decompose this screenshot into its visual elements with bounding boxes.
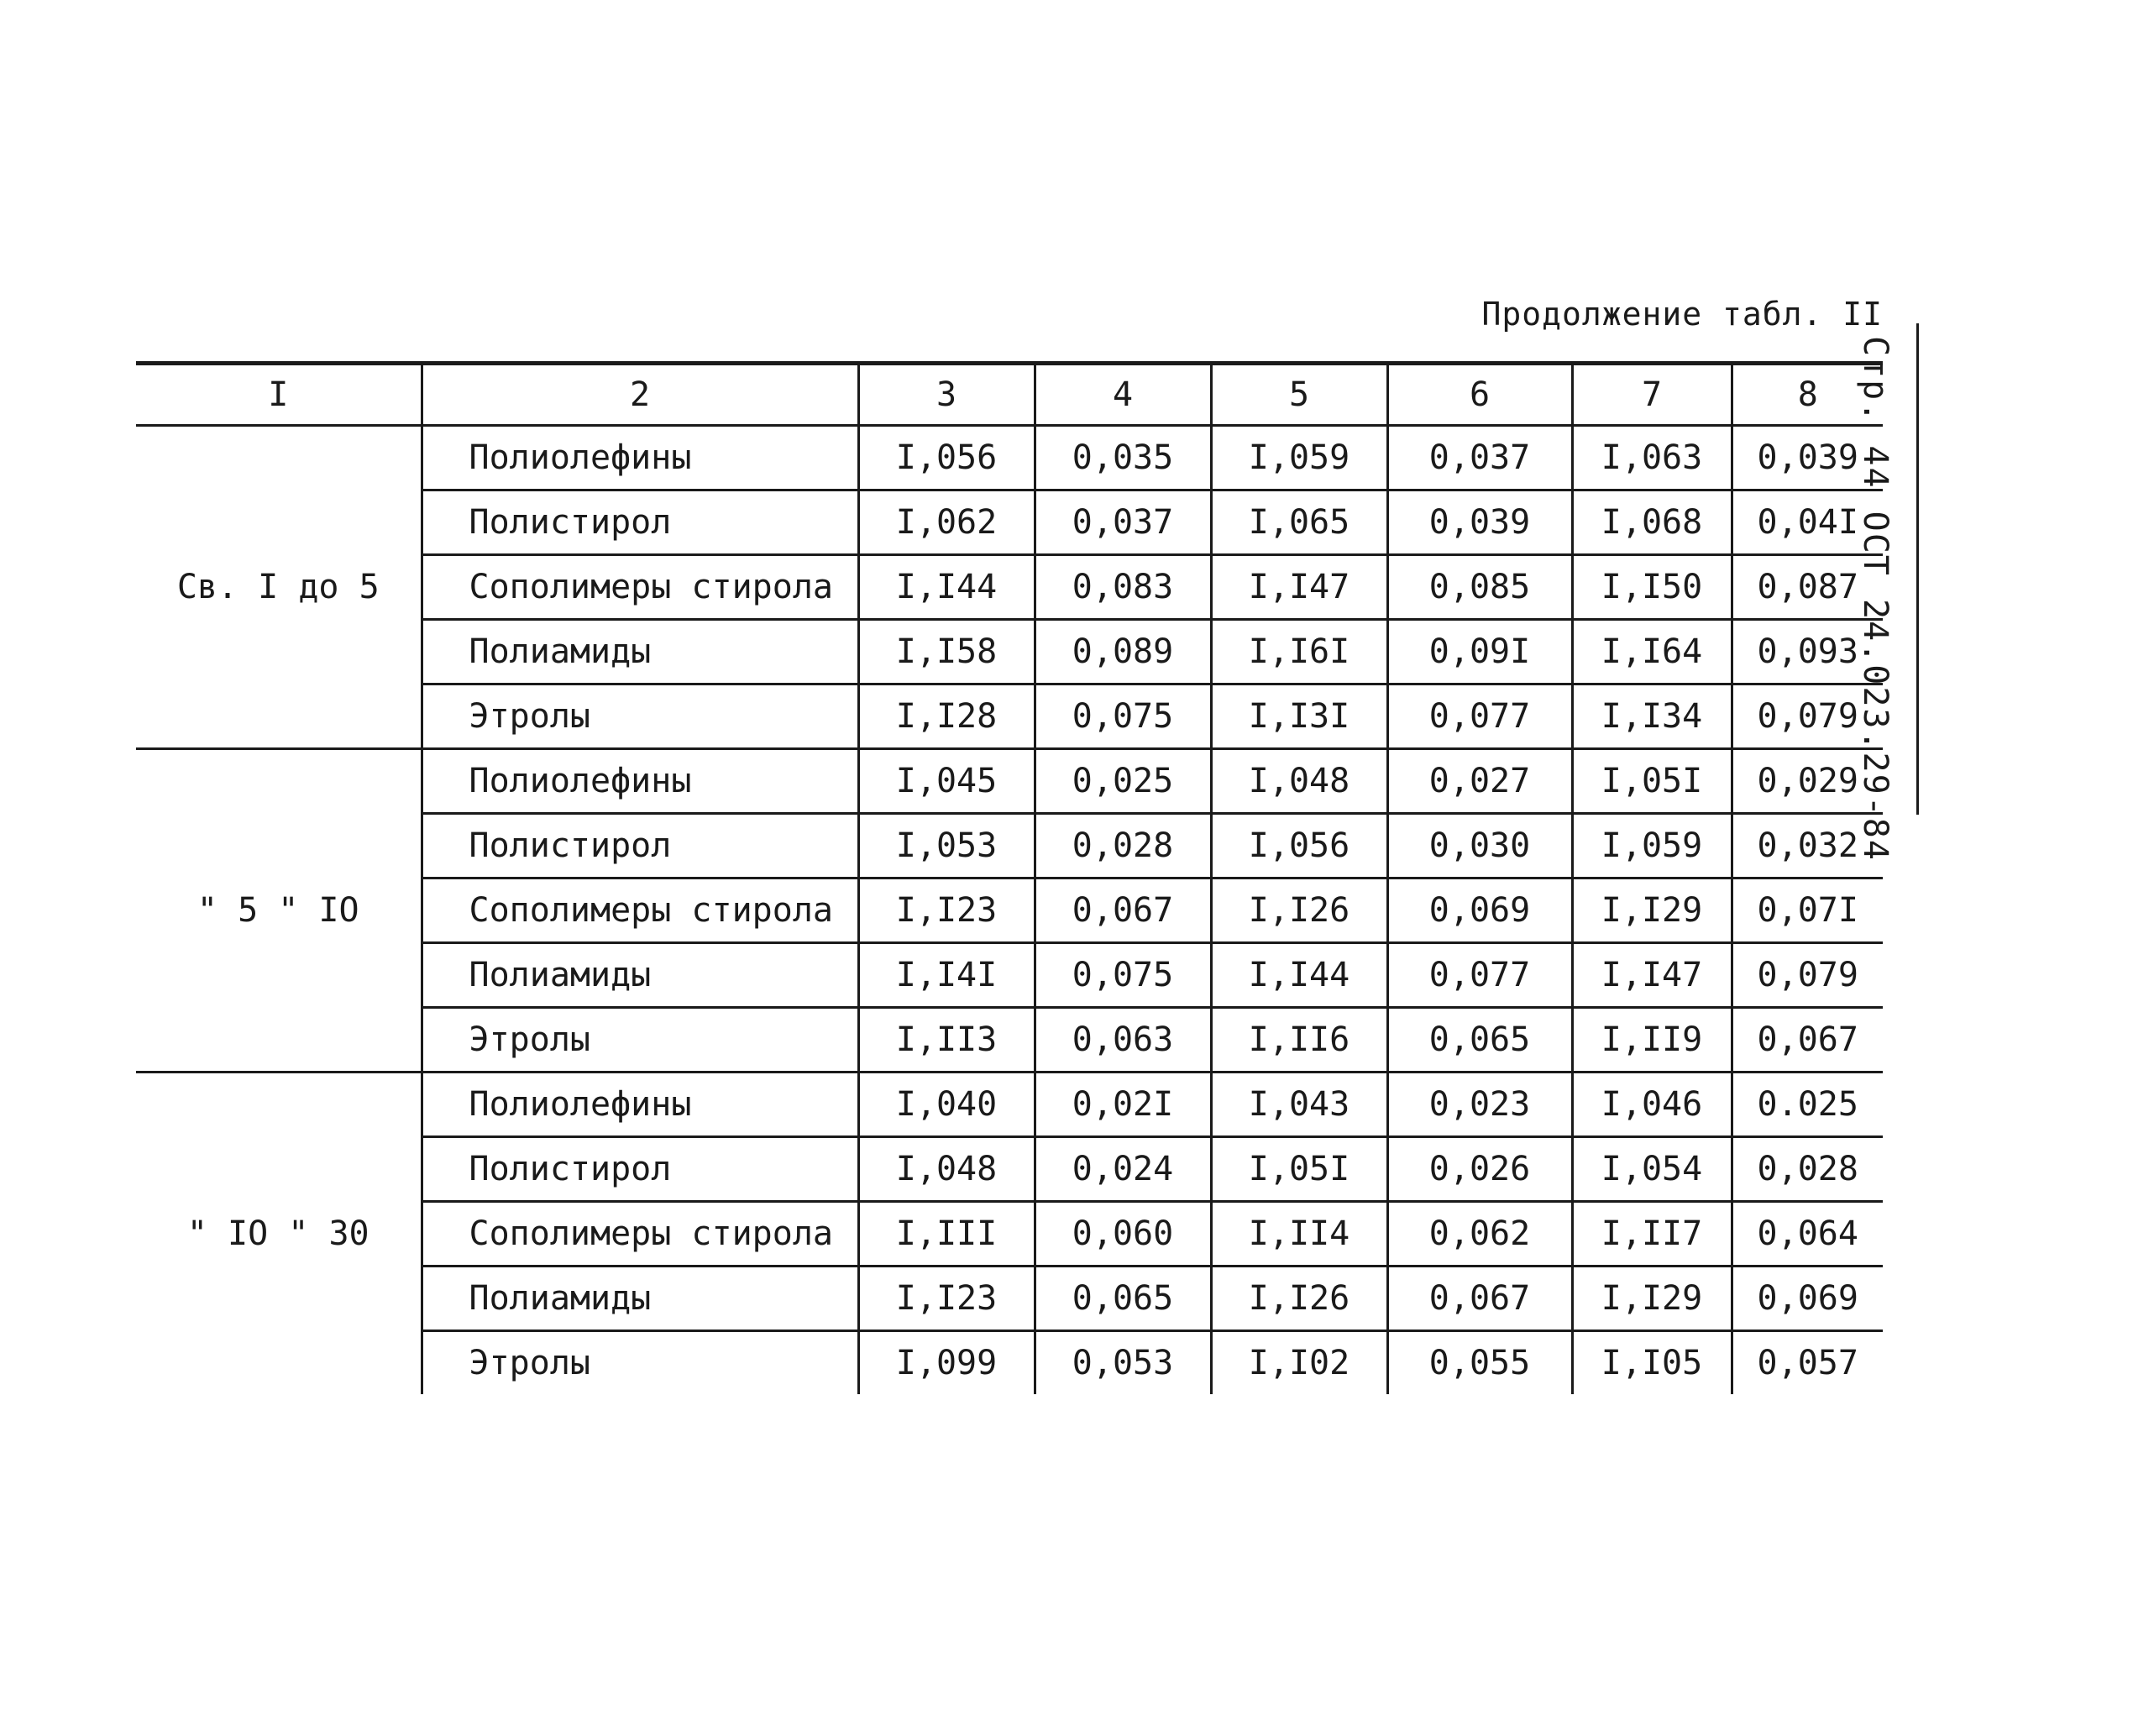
- value-cell: 0,025: [1035, 749, 1211, 814]
- value-cell: 0,085: [1387, 555, 1572, 620]
- material-cell: Сополимеры стирола: [422, 878, 858, 943]
- value-cell: I,I44: [858, 555, 1035, 620]
- material-cell: Полиолефины: [422, 1073, 858, 1137]
- value-cell: I,I26: [1211, 878, 1387, 943]
- value-cell: 0,02I: [1035, 1073, 1211, 1137]
- value-cell: I,099: [858, 1331, 1035, 1395]
- value-cell: I,II7: [1572, 1202, 1732, 1267]
- value-cell: 0,09I: [1387, 620, 1572, 684]
- column-header: 7: [1572, 364, 1732, 426]
- value-cell: I,I44: [1211, 943, 1387, 1008]
- value-cell: I,II6: [1211, 1008, 1387, 1073]
- material-cell: Полиамиды: [422, 620, 858, 684]
- value-cell: I,I34: [1572, 684, 1732, 749]
- value-cell: I,I02: [1211, 1331, 1387, 1395]
- material-cell: Этролы: [422, 1008, 858, 1073]
- column-header: 6: [1387, 364, 1572, 426]
- value-cell: I,I23: [858, 878, 1035, 943]
- material-cell: Полиолефины: [422, 749, 858, 814]
- value-cell: 0,093: [1732, 620, 1883, 684]
- value-cell: 0,069: [1387, 878, 1572, 943]
- value-cell: I,I29: [1572, 1267, 1732, 1331]
- column-header: 2: [422, 364, 858, 426]
- value-cell: 0,067: [1387, 1267, 1572, 1331]
- value-cell: 0,037: [1387, 426, 1572, 490]
- value-cell: I,I64: [1572, 620, 1732, 684]
- column-header: 4: [1035, 364, 1211, 426]
- value-cell: I,063: [1572, 426, 1732, 490]
- value-cell: 0,087: [1732, 555, 1883, 620]
- table-row: [136, 749, 1883, 814]
- value-cell: I,I50: [1572, 555, 1732, 620]
- value-cell: I,046: [1572, 1073, 1732, 1137]
- value-cell: I,I47: [1572, 943, 1732, 1008]
- material-cell: Полистирол: [422, 1137, 858, 1202]
- column-header: 3: [858, 364, 1035, 426]
- value-cell: I,II9: [1572, 1008, 1732, 1073]
- material-cell: Полиамиды: [422, 1267, 858, 1331]
- value-cell: 0,067: [1732, 1008, 1883, 1073]
- value-cell: I,059: [1211, 426, 1387, 490]
- value-cell: 0,026: [1387, 1137, 1572, 1202]
- value-cell: I,048: [1211, 749, 1387, 814]
- value-cell: 0,07I: [1732, 878, 1883, 943]
- value-cell: 0,079: [1732, 943, 1883, 1008]
- value-cell: I,062: [858, 490, 1035, 555]
- value-cell: I,05I: [1211, 1137, 1387, 1202]
- table-body: [136, 426, 1883, 1395]
- size-range-cell: " 5 " IO: [136, 749, 422, 1073]
- value-cell: 0,037: [1035, 490, 1211, 555]
- value-cell: 0,04I: [1732, 490, 1883, 555]
- side-rule-divider: [1916, 323, 1919, 815]
- value-cell: I,05I: [1572, 749, 1732, 814]
- value-cell: I,054: [1572, 1137, 1732, 1202]
- value-cell: I,I29: [1572, 878, 1732, 943]
- column-header: 8: [1732, 364, 1883, 426]
- value-cell: 0,067: [1035, 878, 1211, 943]
- value-cell: 0.025: [1732, 1073, 1883, 1137]
- material-cell: Этролы: [422, 684, 858, 749]
- value-cell: 0,039: [1387, 490, 1572, 555]
- value-cell: 0,039: [1732, 426, 1883, 490]
- value-cell: I,I05: [1572, 1331, 1732, 1395]
- table-row: [136, 426, 1883, 490]
- value-cell: 0,028: [1035, 814, 1211, 878]
- column-header: 5: [1211, 364, 1387, 426]
- data-table: [136, 361, 1883, 1394]
- value-cell: I,043: [1211, 1073, 1387, 1137]
- value-cell: 0,069: [1732, 1267, 1883, 1331]
- value-cell: 0,063: [1035, 1008, 1211, 1073]
- material-cell: Сополимеры стирола: [422, 1202, 858, 1267]
- value-cell: I,056: [1211, 814, 1387, 878]
- value-cell: I,I28: [858, 684, 1035, 749]
- material-cell: Полиамиды: [422, 943, 858, 1008]
- value-cell: 0,075: [1035, 943, 1211, 1008]
- value-cell: 0,030: [1387, 814, 1572, 878]
- value-cell: 0,028: [1732, 1137, 1883, 1202]
- material-cell: Полистирол: [422, 814, 858, 878]
- value-cell: I,II3: [858, 1008, 1035, 1073]
- table-continuation-label: Продолжение табл. II: [1481, 296, 1883, 333]
- value-cell: I,I23: [858, 1267, 1035, 1331]
- value-cell: I,048: [858, 1137, 1035, 1202]
- value-cell: I,I58: [858, 620, 1035, 684]
- value-cell: I,I4I: [858, 943, 1035, 1008]
- header-row: [136, 364, 1883, 426]
- value-cell: 0,065: [1035, 1267, 1211, 1331]
- size-range-cell: Св. I до 5: [136, 426, 422, 749]
- value-cell: 0,065: [1387, 1008, 1572, 1073]
- value-cell: 0,089: [1035, 620, 1211, 684]
- table-row: [136, 1073, 1883, 1137]
- value-cell: 0,055: [1387, 1331, 1572, 1395]
- value-cell: I,II4: [1211, 1202, 1387, 1267]
- value-cell: I,045: [858, 749, 1035, 814]
- value-cell: 0,024: [1035, 1137, 1211, 1202]
- material-cell: Сополимеры стирола: [422, 555, 858, 620]
- value-cell: 0,053: [1035, 1331, 1211, 1395]
- value-cell: 0,077: [1387, 684, 1572, 749]
- value-cell: 0,057: [1732, 1331, 1883, 1395]
- value-cell: I,I47: [1211, 555, 1387, 620]
- value-cell: I,056: [858, 426, 1035, 490]
- value-cell: 0,062: [1387, 1202, 1572, 1267]
- value-cell: I,059: [1572, 814, 1732, 878]
- value-cell: I,040: [858, 1073, 1035, 1137]
- value-cell: 0,083: [1035, 555, 1211, 620]
- value-cell: 0,023: [1387, 1073, 1572, 1137]
- material-cell: Полиолефины: [422, 426, 858, 490]
- value-cell: 0,079: [1732, 684, 1883, 749]
- value-cell: 0,027: [1387, 749, 1572, 814]
- column-header: I: [136, 364, 422, 426]
- value-cell: I,I3I: [1211, 684, 1387, 749]
- value-cell: 0,060: [1035, 1202, 1211, 1267]
- value-cell: I,I26: [1211, 1267, 1387, 1331]
- value-cell: 0,077: [1387, 943, 1572, 1008]
- value-cell: 0,035: [1035, 426, 1211, 490]
- value-cell: I,I6I: [1211, 620, 1387, 684]
- page-reference-vertical: Стр. 44 ОСТ 24.023.29-84: [1856, 336, 1895, 862]
- material-cell: Этролы: [422, 1331, 858, 1395]
- value-cell: 0,075: [1035, 684, 1211, 749]
- material-cell: Полистирол: [422, 490, 858, 555]
- value-cell: I,068: [1572, 490, 1732, 555]
- size-range-cell: " IO " 30: [186, 1214, 369, 1253]
- value-cell: I,065: [1211, 490, 1387, 555]
- value-cell: I,III: [858, 1202, 1035, 1267]
- value-cell: 0,029: [1732, 749, 1883, 814]
- value-cell: I,053: [858, 814, 1035, 878]
- value-cell: 0,064: [1732, 1202, 1883, 1267]
- value-cell: 0,032: [1732, 814, 1883, 878]
